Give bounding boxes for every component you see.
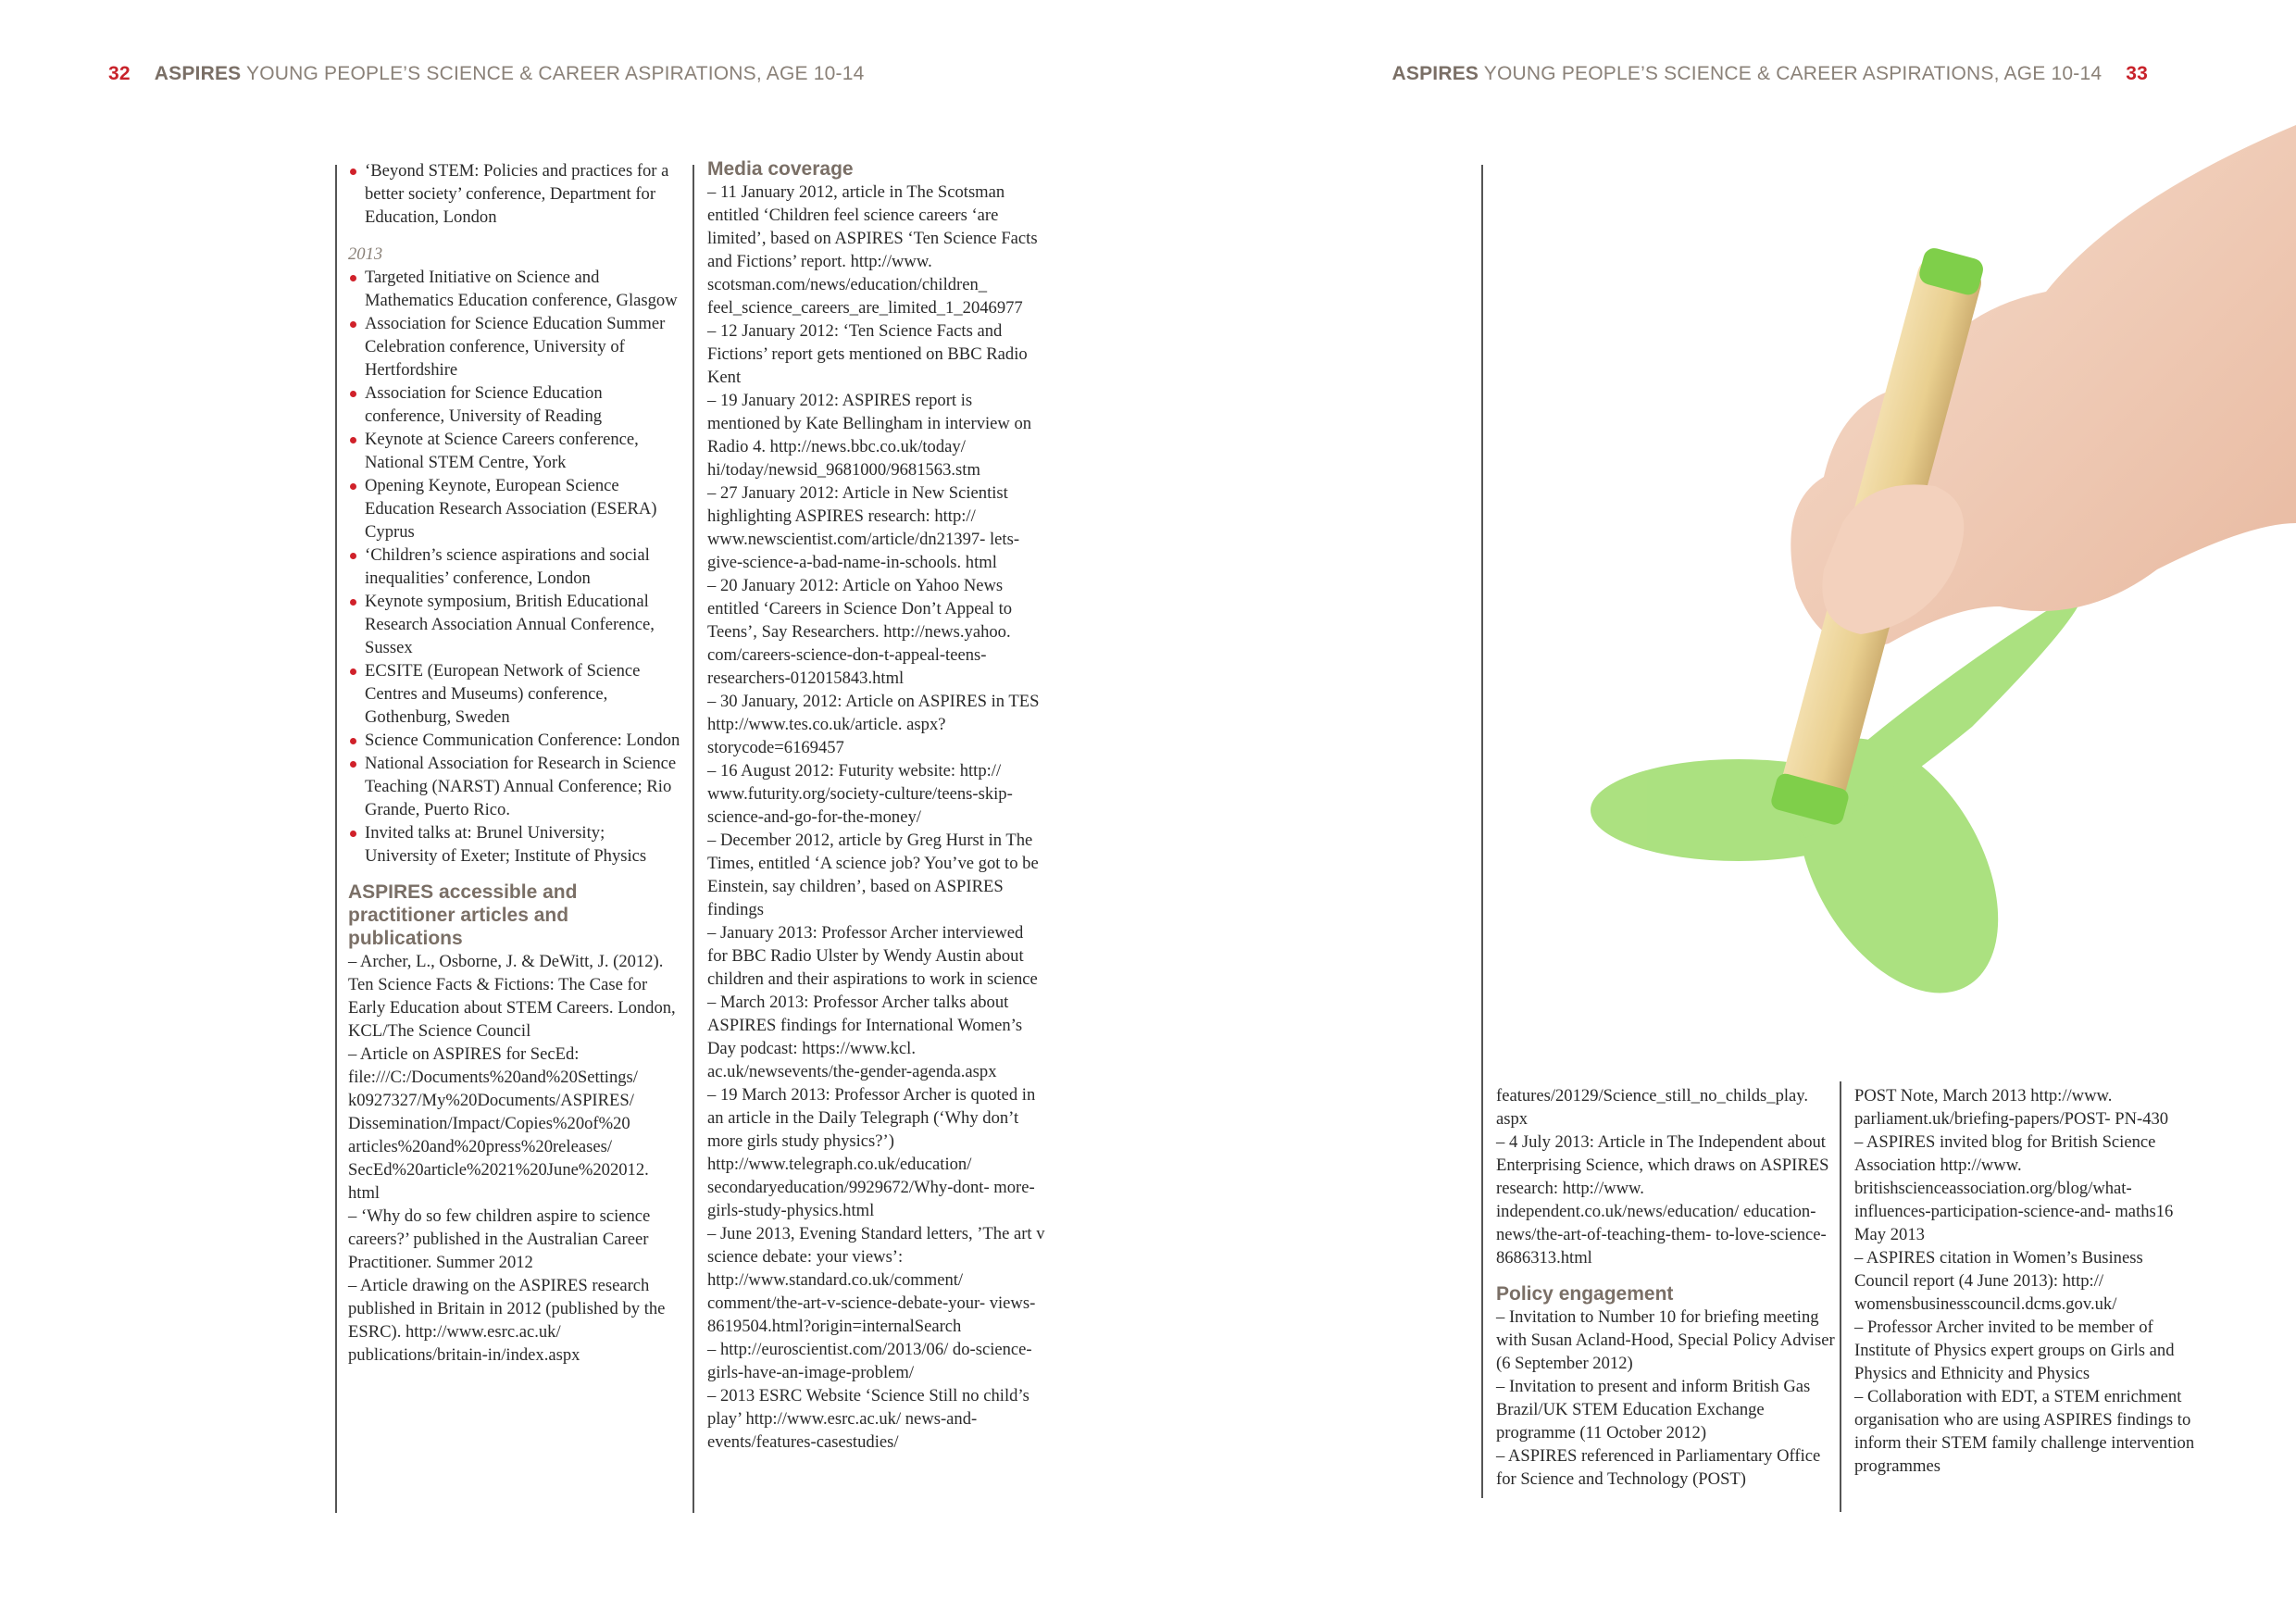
column-rule (693, 165, 694, 1513)
list-item: Association for Science Education conference, University of Reading (348, 381, 681, 428)
list-item: – 11 January 2012, article in The Scotsman entitled ‘Children feel science careers ‘are limited’, based on ASPIRES ‘Ten Science Facts and Fictions’ report. http://www. scotsman.com/news/education/children_ feel_science_careers_are_limited_1_2046977 (707, 182, 1038, 318)
list-item: – 20 January 2012: Article on Yahoo News entitled ‘Careers in Science Don’t Appeal to Teens’, Say Researchers. http://news.yahoo. com/careers-science-don-t-appeal-teens- researchers-012015843.html (707, 576, 1013, 688)
list-item: – December 2012, article by Greg Hurst in The Times, entitled ‘A science job? You’ve got to be Einstein, say children’, based on ASPIRES findings (707, 831, 1039, 919)
list-item: – 16 August 2012: Futurity website: http:// www.futurity.org/society-culture/teens-skip- science-and-go-for-the-money/ (707, 761, 1013, 827)
header-brand: ASPIRES (154, 63, 242, 84)
list-item: – 30 January, 2012: Article on ASPIRES in TES http://www.tes.co.uk/article. aspx?storycode=6169457 (707, 692, 1040, 757)
column-rule (1840, 1081, 1841, 1512)
column-3 (1496, 1084, 1839, 1491)
list-item: – http://euroscientist.com/2013/06/ do-science-girls-have-an-image-problem/ (707, 1340, 1032, 1382)
list-item: – Article on ASPIRES for SecEd: file:///C:/Documents%20and%20Settings/ k0927327/My%20Documents/ASPIRES/ Dissemination/Impact/Copies%20of%20 articles%20and%20press%20releases/ SecEd%20article%2021%20June%202012. html (348, 1044, 649, 1203)
list-item: Invited talks at: Brunel University; University of Exeter; Institute of Physics (348, 821, 681, 868)
column-rule (335, 165, 337, 1513)
header-brand-right: ASPIRES (1391, 63, 1479, 84)
list-item: – ASPIRES citation in Women’s Business Council report (4 June 2013): http:// womensbusinesscouncil.dcms.gov.uk/ (1854, 1248, 2143, 1314)
list-item: – Archer, L., Osborne, J. & DeWitt, J. (2012). Ten Science Facts & Fictions: The Case for Early Education about STEM Careers. London, KCL/The Science Council (348, 952, 676, 1041)
list-item: – Collaboration with EDT, a STEM enrichment organisation who are using ASPIRES findings to inform their STEM family challenge intervention programmes (1854, 1387, 2195, 1476)
list-item: Keynote symposium, British Educational Research Association Annual Conference, Sussex (348, 590, 681, 659)
list-item: POST Note, March 2013 http://www. parliament.uk/briefing-papers/POST- PN-430 (1854, 1086, 2169, 1129)
list-item: ECSITE (European Network of Science Centres and Museums) conference, Gothenburg, Sweden (348, 659, 681, 729)
list-item: – ‘Why do so few children aspire to science careers?’ published in the Australian Career Practitioner. Summer 2012 (348, 1206, 651, 1272)
list-item: – 19 January 2012: ASPIRES report is mentioned by Kate Bellingham in interview on Radio 4. http://news.bbc.co.uk/today/ hi/today/newsid_9681000/9681563.stm (707, 391, 1032, 480)
right-page-number: 33 (2126, 63, 2148, 84)
list-item: Keynote at Science Careers conference, National STEM Centre, York (348, 428, 681, 474)
list-item: – June 2013, Evening Standard letters, ’The art v science debate: your views’: http://www.standard.co.uk/comment/ comment/the-art-v-science-debate-your- views-8619504.html?origin=internalSearch (707, 1224, 1045, 1336)
list-item: – ASPIRES invited blog for British Science Association http://www. britishscienceassociation.org/blog/what- influences-participation-science-and- maths16 May 2013 (1854, 1132, 2174, 1244)
list-item: – ASPIRES referenced in Parliamentary Office for Science and Technology (POST) (1496, 1446, 1821, 1489)
left-page-header (108, 63, 864, 85)
list-item: – 27 January 2012: Article in New Scientist highlighting ASPIRES research: http:// www.newscientist.com/article/dn21397- lets-give-science-a-bad-name-in-schools. html (707, 483, 1020, 572)
list-item: – Invitation to Number 10 for briefing meeting with Susan Acland-Hood, Special Policy Adviser (6 September 2012) (1496, 1307, 1835, 1373)
list-item: ‘Beyond STEM: Policies and practices for a better society’ conference, Department for Education, London (348, 159, 681, 229)
list-item: – Invitation to present and inform British Gas Brazil/UK STEM Education Exchange programme (11 October 2012) (1496, 1377, 1811, 1443)
list-item: – 12 January 2012: ‘Ten Science Facts and Fictions’ report gets mentioned on BBC Radio Kent (707, 321, 1028, 387)
section-heading-media: Media coverage (707, 158, 854, 180)
list-item: – 2013 ESRC Website ‘Science Still no child’s play’ http://www.esrc.ac.uk/ news-and-events/features-casestudies/ (707, 1386, 1029, 1452)
list-item: Targeted Initiative on Science and Mathematics Education conference, Glasgow (348, 266, 681, 312)
list-item: Association for Science Education Summer Celebration conference, University of Hertfordshire (348, 312, 681, 381)
section-heading-publications: ASPIRES accessible and practitioner articles and publications (348, 881, 578, 949)
column-rule (1481, 165, 1483, 1498)
list-item: features/20129/Science_still_no_childs_play. aspx (1496, 1086, 1809, 1129)
column-2 (707, 157, 1046, 1454)
list-item: National Association for Research in Science Teaching (NARST) Annual Conference; Rio Grande, Puerto Rico. (348, 752, 681, 821)
list-item: Science Communication Conference: London (348, 729, 681, 752)
hand-holding-green-crayon-illustration (1565, 88, 2296, 1042)
bullet-list-2013 (348, 266, 681, 868)
list-item: – 19 March 2013: Professor Archer is quoted in an article in the Daily Telegraph (‘Why don’t more girls study physics?’) http://www.telegraph.co.uk/education/ secondaryeducation/9929672/Why-dont- more-girls-study-physics.html (707, 1085, 1036, 1220)
column-4 (1854, 1084, 2197, 1478)
list-item: – January 2013: Professor Archer interviewed for BBC Radio Ulster by Wendy Austin about children and their aspirations to work in science (707, 923, 1038, 989)
bullet-list (348, 159, 681, 229)
list-item: – Professor Archer invited to be member of Institute of Physics expert groups on Girls and Physics and Ethnicity and Physics (1854, 1318, 2175, 1383)
header-title: YOUNG PEOPLE’S SCIENCE & CAREER ASPIRATIONS, AGE 10-14 (246, 63, 865, 84)
column-1 (348, 159, 681, 1367)
list-item: – Article drawing on the ASPIRES research published in Britain in 2012 (published by the ESRC). http://www.esrc.ac.uk/ publications/britain-in/index.aspx (348, 1276, 666, 1365)
header-title-right: YOUNG PEOPLE’S SCIENCE & CAREER ASPIRATIONS, AGE 10-14 (1483, 63, 2103, 84)
list-item: Opening Keynote, European Science Education Research Association (ESERA) Cyprus (348, 474, 681, 543)
list-item: – 4 July 2013: Article in The Independent about Enterprising Science, which draws on ASPIRES research: http://www. independent.co.uk/news/education/ education-news/the-art-of-teaching-them- to-love-science-8686313.html (1496, 1132, 1829, 1268)
list-item: – March 2013: Professor Archer talks about ASPIRES findings for International Women’s Day podcast: https://www.kcl. ac.uk/newsevents/the-gender-agenda.aspx (707, 993, 1023, 1081)
list-item: ‘Children’s science aspirations and social inequalities’ conference, London (348, 543, 681, 590)
year-label: 2013 (348, 244, 383, 264)
right-page-header (1392, 63, 2148, 85)
section-heading-policy: Policy engagement (1496, 1283, 1674, 1305)
left-page-number: 32 (108, 63, 131, 84)
